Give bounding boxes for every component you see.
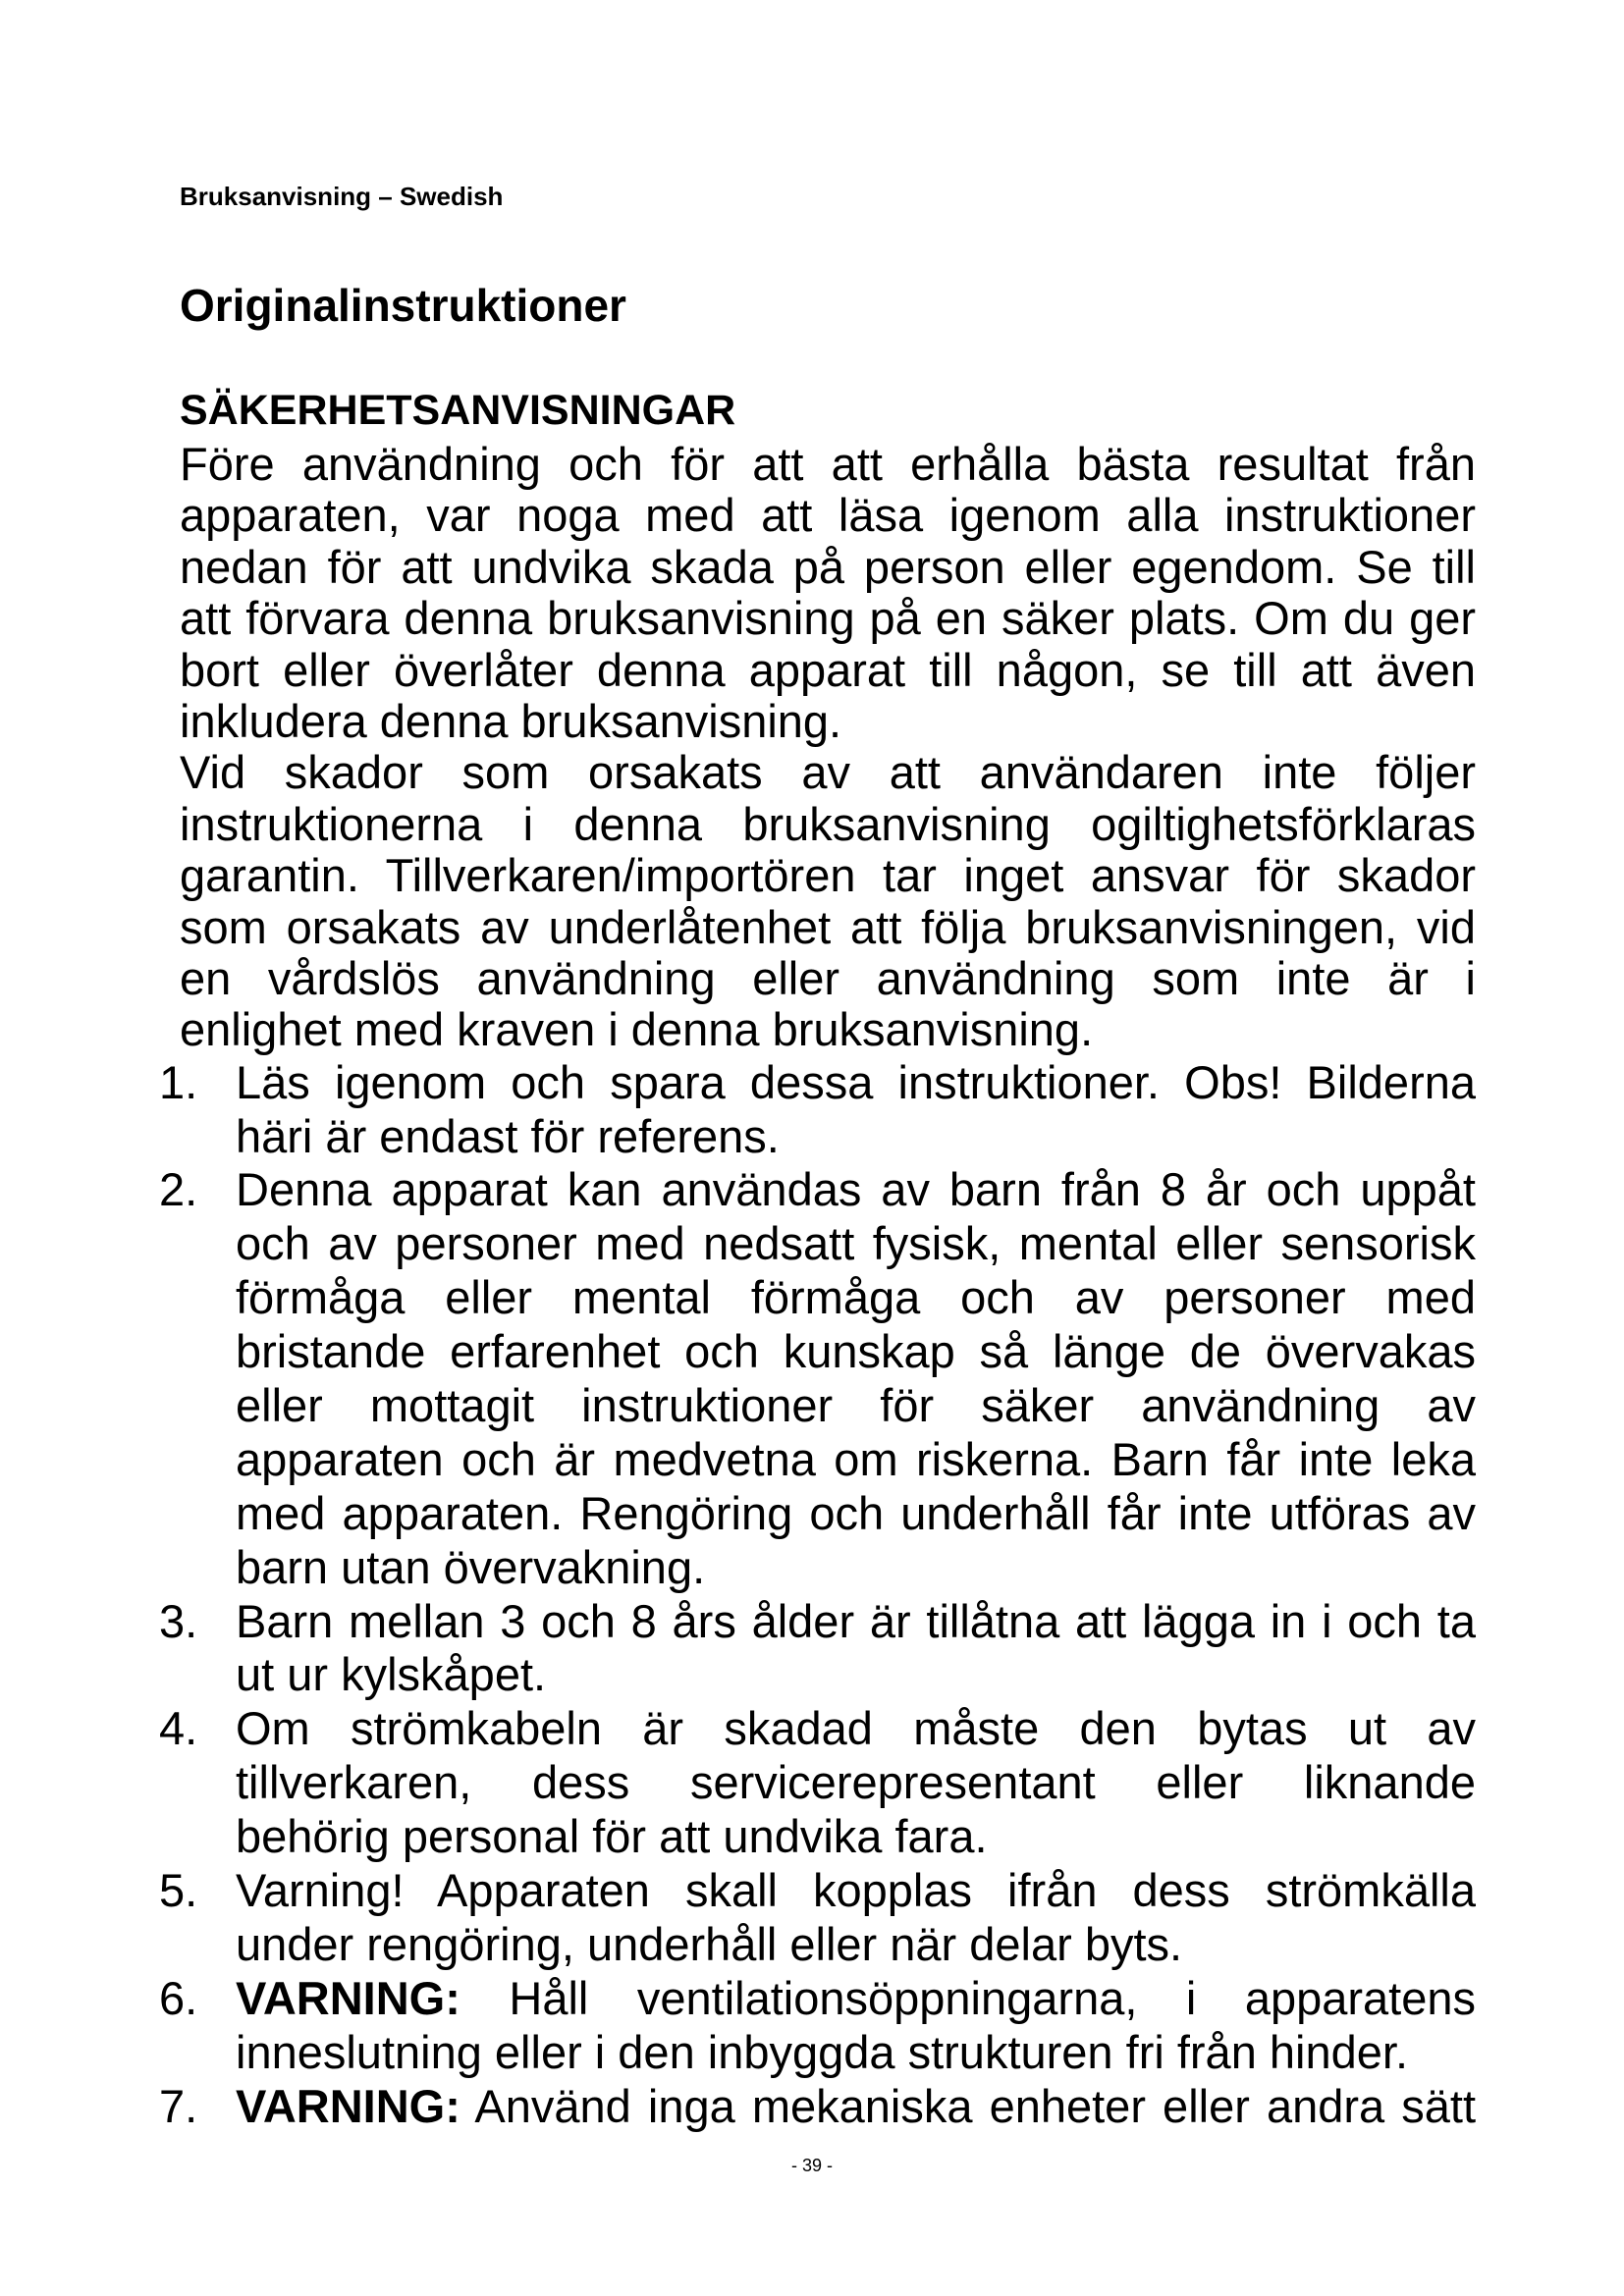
- text-line: [236, 2080, 1476, 2134]
- text-line: Varning! Apparaten skall kopplas ifrån dess strömkälla: [236, 1864, 1476, 1917]
- list-item: [159, 1163, 1476, 1594]
- list-item-number: 5.: [159, 1864, 198, 1917]
- text-line: apparaten, var noga med att läsa igenom alla instruktioner: [180, 489, 1476, 542]
- safety-instructions-list: [159, 1055, 1477, 2134]
- document-title: Originalinstruktioner: [180, 280, 626, 331]
- text-line: som orsakats av underlåtenhet att följa bruksanvisningen, vid: [180, 900, 1476, 953]
- list-item: [159, 1971, 1477, 2080]
- text-line: enlighet med kraven i denna bruksanvisning.: [180, 1003, 1094, 1056]
- document-header-label: Bruksanvisning – Swedish: [180, 182, 504, 211]
- paragraph: [180, 747, 1476, 1055]
- list-item: [159, 1702, 1476, 1864]
- text-line: Läs igenom och spara dessa instruktioner. Obs! Bilderna: [236, 1055, 1476, 1108]
- text-line: garantin. Tillverkaren/importören tar inget ansvar för skador: [180, 849, 1476, 902]
- line-text: Håll ventilationsöppningarna, i apparatens: [509, 1971, 1477, 2024]
- text-line: och av personer med nedsatt fysisk, mental eller sensorisk: [236, 1217, 1476, 1270]
- text-line: bort eller överlåter denna apparat till någon, se till att även: [180, 643, 1476, 696]
- text-line: nedan för att undvika skada på person eller egendom. Se till: [180, 540, 1476, 593]
- list-item: [159, 1055, 1476, 1164]
- list-item: [159, 1594, 1476, 1703]
- text-line: inneslutning eller i den inbyggda strukturen fri från hinder.: [236, 2025, 1409, 2078]
- text-line: inkludera denna bruksanvisning.: [180, 694, 842, 747]
- text-line: behörig personal för att undvika fara.: [236, 1810, 988, 1863]
- list-item-number: 7.: [159, 2079, 198, 2132]
- list-item-number: 4.: [159, 1702, 198, 1755]
- text-line: förmåga eller mental förmåga och av personer med: [236, 1271, 1476, 1324]
- list-item: [159, 2079, 1476, 2134]
- text-line: eller mottagit instruktioner för säker användning av: [236, 1379, 1476, 1432]
- text-line: Vid skador som orsakats av att användaren inte följer: [180, 746, 1476, 799]
- text-line: [236, 1972, 1476, 2026]
- text-line: barn utan övervakning.: [236, 1540, 706, 1593]
- text-line: att förvara denna bruksanvisning på en säker plats. Om du ger: [180, 592, 1476, 645]
- text-line: Före användning och för att att erhålla bästa resultat från: [180, 438, 1476, 490]
- list-item-number: 2.: [159, 1163, 198, 1216]
- list-item-number: 6.: [159, 1971, 198, 2024]
- warning-label: VARNING:: [236, 2079, 460, 2132]
- line-text: Använd inga mekaniska enheter eller andra sätt: [474, 2079, 1476, 2132]
- text-line: bristande erfarenhet och kunskap så länge de övervakas: [236, 1325, 1476, 1378]
- text-line: en vårdslös användning eller användning som inte är i: [180, 951, 1476, 1004]
- text-line: tillverkaren, dess servicerepresentant eller liknande: [236, 1756, 1476, 1809]
- warning-label: VARNING:: [236, 1971, 460, 2024]
- text-line: ut ur kylskåpet.: [236, 1648, 547, 1701]
- text-line: Barn mellan 3 och 8 års ålder är tillåtna att lägga in i och ta: [236, 1594, 1476, 1647]
- list-item: [159, 1864, 1476, 1972]
- text-line: apparaten och är medvetna om riskerna. Barn får inte leka: [236, 1432, 1476, 1485]
- text-line: häri är endast för referens.: [236, 1109, 780, 1162]
- text-line: instruktionerna i denna bruksanvisning ogiltighetsförklaras: [180, 797, 1476, 850]
- paragraph: [180, 439, 1476, 747]
- text-line: Denna apparat kan användas av barn från 8 år och uppåt: [236, 1163, 1476, 1216]
- text-line: under rengöring, underhåll eller när delar byts.: [236, 1917, 1183, 1970]
- page-number: - 39 -: [790, 2156, 833, 2175]
- list-item-number: 1.: [159, 1055, 198, 1108]
- document-body: [159, 438, 1477, 2134]
- list-item-number: 3.: [159, 1594, 198, 1647]
- text-line: med apparaten. Rengöring och underhåll får inte utföras av: [236, 1486, 1476, 1539]
- section-heading: SÄKERHETSANVISNINGAR: [180, 387, 736, 434]
- text-line: Om strömkabeln är skadad måste den bytas ut av: [236, 1702, 1476, 1755]
